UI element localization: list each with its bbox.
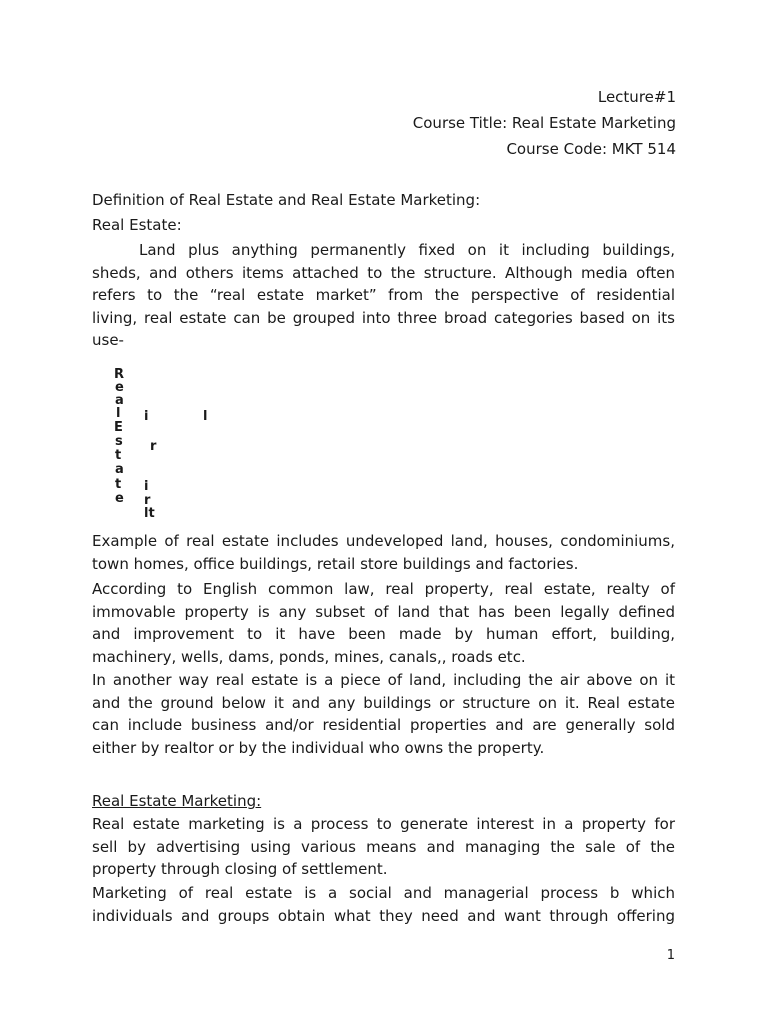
text-line: can include business and/or residential properties and are generally sold: [92, 716, 675, 734]
text-line: refers to the “real estate market” from the perspective of residential: [92, 286, 675, 304]
text-line: individuals and groups obtain what they need and want through offering: [92, 906, 675, 925]
diagram-char: e: [115, 380, 124, 395]
text-line: either by realtor or by the individual who owns the property.: [92, 738, 545, 757]
diagram-char: l: [116, 406, 121, 421]
text-line: Marketing of real estate is a social and managerial process b which: [92, 884, 675, 902]
section-heading-definition: Definition of Real Estate and Real Estate Marketing:: [92, 191, 481, 209]
diagram-char: a: [115, 393, 124, 408]
diagram-char: a: [115, 462, 124, 477]
diagram-char: lt: [144, 506, 155, 521]
text-line: property through closing of settlement.: [92, 860, 388, 878]
page-number: 1: [666, 948, 675, 963]
broken-diagram: [114, 368, 234, 538]
text-line: and the ground below it and any buildings or structure on it. Real estate: [92, 693, 675, 712]
diagram-char: E: [114, 420, 123, 435]
diagram-char: s: [115, 434, 123, 449]
marketing-paragraph-1: [92, 813, 675, 881]
diagram-char: i: [144, 409, 149, 424]
text-line: immovable property is any subset of land that has been legally defined: [92, 602, 675, 621]
diagram-char: r: [150, 439, 157, 454]
text-line: Real estate marketing is a process to generate interest in a property for: [92, 815, 675, 833]
diagram-char: i: [144, 479, 149, 494]
subheading-real-estate: Real Estate:: [92, 216, 182, 234]
text-line: machinery, wells, dams, ponds, mines, canals,, roads etc.: [92, 647, 526, 666]
marketing-paragraph-2: [92, 882, 675, 927]
text-line: living, real estate can be grouped into three broad categories based on its: [92, 308, 675, 327]
text-line: town homes, office buildings, retail store buildings and factories.: [92, 554, 579, 573]
diagram-char: R: [114, 367, 125, 382]
diagram-char: t: [115, 477, 122, 492]
text-line: In another way real estate is a piece of land, including the air above on it: [92, 671, 675, 689]
course-title: Course Title: Real Estate Marketing: [412, 114, 676, 132]
course-code: Course Code: MKT 514: [506, 140, 676, 158]
lecture-number: Lecture#1: [597, 88, 676, 106]
diagram-char: r: [144, 493, 151, 508]
intro-paragraph: [92, 239, 675, 352]
text-line: and improvement to it have been made by human effort, building,: [92, 625, 675, 643]
diagram-char: e: [115, 491, 124, 506]
another-way-paragraph: [92, 669, 675, 759]
text-line: According to English common law, real property, real estate, realty of: [92, 580, 675, 598]
text-line: Example of real estate includes undeveloped land, houses, condominiums,: [92, 532, 675, 550]
text-line: sheds, and others items attached to the structure. Although media often: [92, 263, 675, 282]
diagram-char: t: [115, 448, 122, 463]
text-line: sell by advertising using various means and managing the sale of the: [92, 837, 675, 856]
text-line: Land plus anything permanently fixed on it including buildings,: [139, 241, 675, 259]
examples-paragraph: [92, 530, 675, 575]
text-line: use-: [92, 331, 124, 349]
common-law-paragraph: [92, 578, 675, 668]
diagram-char: l: [203, 409, 208, 424]
section-heading-marketing: Real Estate Marketing:: [92, 792, 262, 810]
